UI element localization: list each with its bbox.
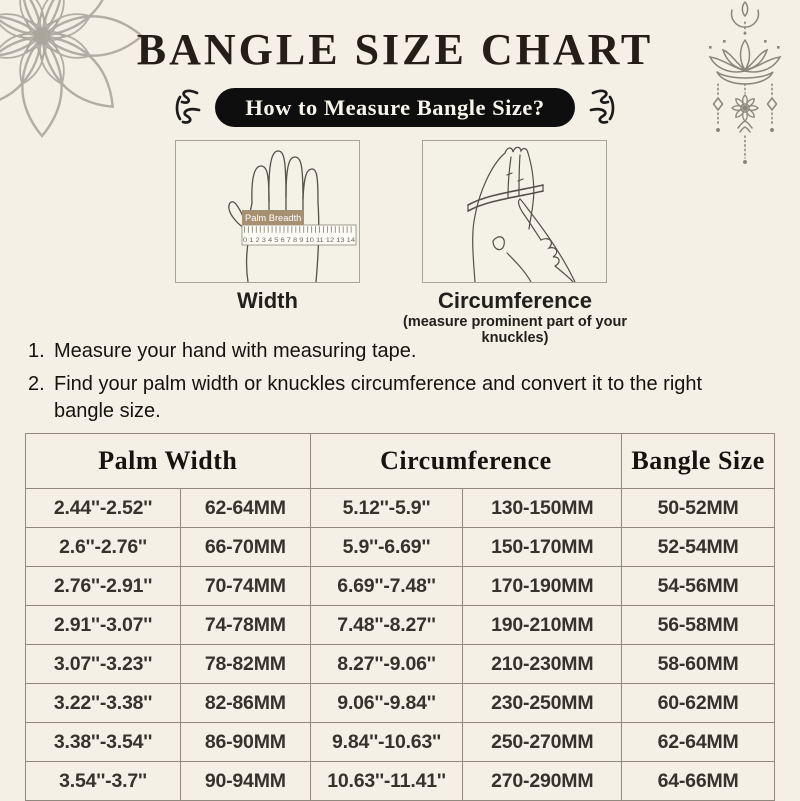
table-cell: 52-54MM	[622, 528, 775, 567]
instruction-2-number: 2.	[28, 373, 45, 395]
size-table-header	[26, 434, 775, 489]
table-row	[26, 723, 775, 762]
table-cell: 50-52MM	[622, 489, 775, 528]
table-cell: 60-62MM	[622, 684, 775, 723]
page-title: BANGLE SIZE CHART	[136, 25, 654, 74]
flourish-left-icon	[174, 86, 202, 128]
table-cell: 2.76''-2.91''	[26, 567, 181, 606]
table-row	[26, 489, 775, 528]
table-cell: 7.48''-8.27''	[310, 606, 463, 645]
table-cell: 9.06''-9.84''	[310, 684, 463, 723]
table-cell: 5.12''-5.9''	[310, 489, 463, 528]
table-row	[26, 567, 775, 606]
instruction-2-text: Find your palm width or knuckles circumference and convert it to the right bangle size.	[54, 373, 703, 422]
table-cell: 210-230MM	[463, 645, 622, 684]
instruction-1-number: 1.	[28, 340, 45, 362]
circumference-caption-title: Circumference	[437, 288, 593, 313]
table-cell: 3.54''-3.7''	[26, 762, 181, 801]
table-cell: 66-70MM	[181, 528, 311, 567]
header-circumference: Circumference	[310, 434, 622, 489]
table-row	[26, 528, 775, 567]
how-to-measure-badge: How to Measure Bangle Size?	[215, 88, 574, 127]
table-cell: 2.6''-2.76''	[26, 528, 181, 567]
width-caption: Width	[237, 288, 298, 313]
table-cell: 3.22''-3.38''	[26, 684, 181, 723]
size-table	[25, 433, 775, 801]
table-cell: 6.69''-7.48''	[310, 567, 463, 606]
hand-width-illustration-box	[175, 140, 360, 283]
table-row	[26, 645, 775, 684]
palm-breadth-label: Palm Breadth	[245, 213, 302, 223]
table-cell: 58-60MM	[622, 645, 775, 684]
size-table-body	[26, 489, 775, 801]
table-cell: 82-86MM	[181, 684, 311, 723]
table-cell: 56-58MM	[622, 606, 775, 645]
ruler-scale: 0 1 2 3 4 5 6 7 8 9 10 11 12 13 14	[243, 237, 356, 244]
table-cell: 130-150MM	[463, 489, 622, 528]
table-cell: 190-210MM	[463, 606, 622, 645]
table-cell: 8.27''-9.06''	[310, 645, 463, 684]
instructions-list	[28, 338, 758, 431]
table-row	[26, 684, 775, 723]
table-cell: 3.07''-3.23''	[26, 645, 181, 684]
table-cell: 62-64MM	[181, 489, 311, 528]
instruction-2	[28, 371, 758, 425]
table-row	[26, 606, 775, 645]
table-row	[26, 762, 775, 801]
table-cell: 230-250MM	[463, 684, 622, 723]
hand-circumference-illustration-box	[422, 140, 607, 283]
table-cell: 150-170MM	[463, 528, 622, 567]
hand-circumference-illustration	[423, 141, 606, 282]
table-cell: 78-82MM	[181, 645, 311, 684]
table-cell: 62-64MM	[622, 723, 775, 762]
header-palm-width: Palm Width	[26, 434, 311, 489]
ruler	[242, 210, 356, 245]
badge-row	[0, 86, 790, 128]
table-cell: 70-74MM	[181, 567, 311, 606]
table-cell: 10.63''-11.41''	[310, 762, 463, 801]
table-cell: 9.84''-10.63''	[310, 723, 463, 762]
header-bangle-size: Bangle Size	[622, 434, 775, 489]
instruction-1-text: Measure your hand with measuring tape.	[54, 340, 417, 362]
table-cell: 2.44''-2.52''	[26, 489, 181, 528]
hand-width-illustration	[176, 141, 359, 282]
table-cell: 86-90MM	[181, 723, 311, 762]
table-cell: 170-190MM	[463, 567, 622, 606]
table-cell: 5.9''-6.69''	[310, 528, 463, 567]
table-cell: 250-270MM	[463, 723, 622, 762]
table-cell: 90-94MM	[181, 762, 311, 801]
circumference-caption-note: (measure prominent part of your knuckles)	[403, 314, 627, 346]
table-cell: 64-66MM	[622, 762, 775, 801]
table-header-row	[26, 434, 775, 489]
table-cell: 54-56MM	[622, 567, 775, 606]
flourish-right-icon	[588, 86, 616, 128]
table-cell: 270-290MM	[463, 762, 622, 801]
table-cell: 3.38''-3.54''	[26, 723, 181, 762]
table-cell: 2.91''-3.07''	[26, 606, 181, 645]
table-cell: 74-78MM	[181, 606, 311, 645]
instruction-1	[28, 338, 758, 365]
